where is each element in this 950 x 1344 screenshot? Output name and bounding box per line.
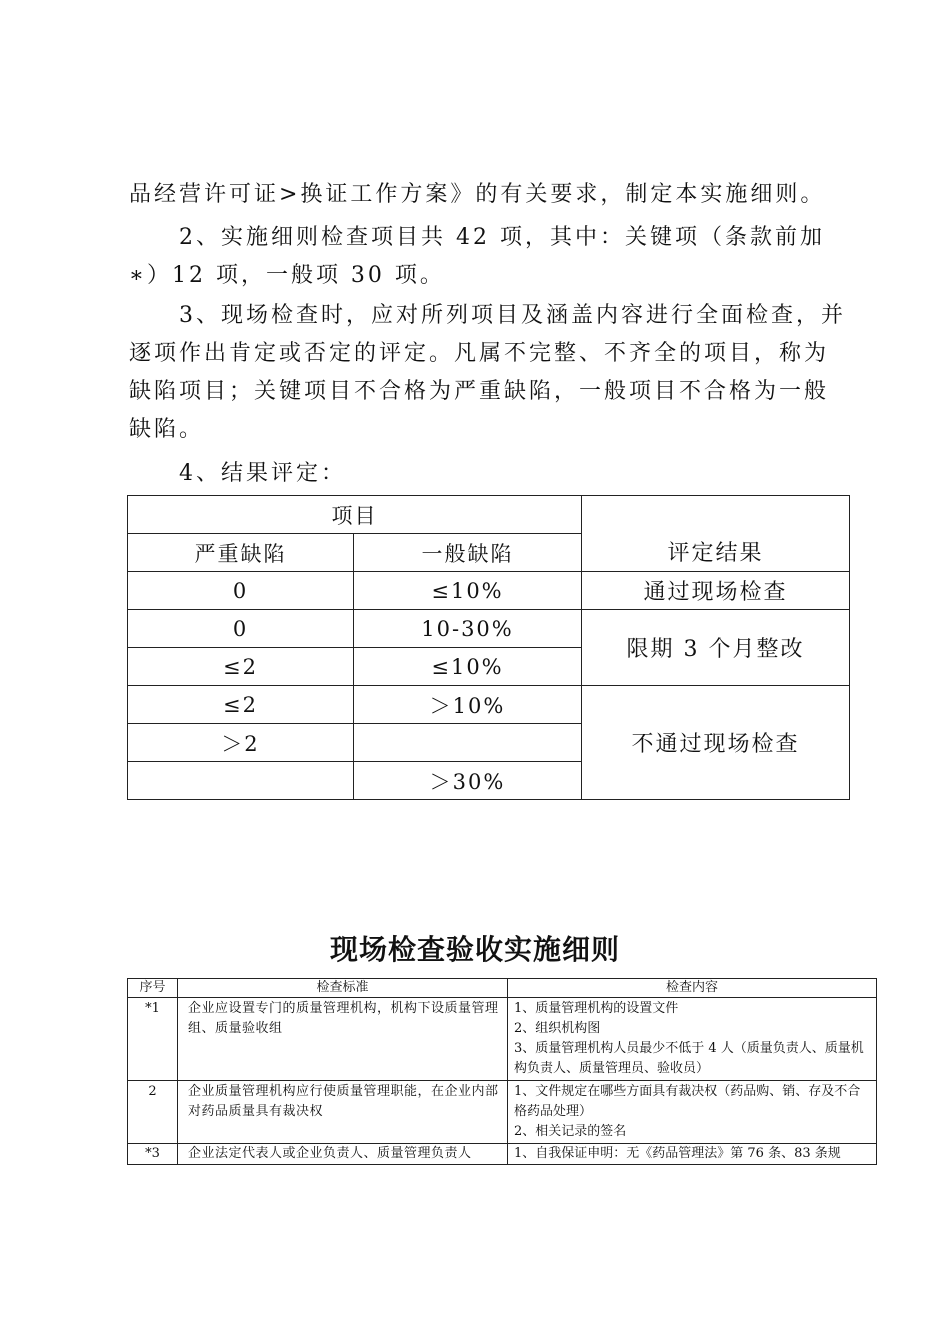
- table-row: [128, 1144, 877, 1165]
- row-content: [508, 1081, 877, 1144]
- content-line: 2、组织机构图: [514, 1021, 601, 1036]
- table-row: [128, 1081, 877, 1144]
- row-number: 2: [128, 1081, 178, 1144]
- header-item: 项目: [128, 496, 582, 534]
- table-header-row: [128, 979, 877, 998]
- table-row: [128, 998, 877, 1081]
- content-line: 2、相关记录的签名: [514, 1124, 627, 1139]
- general-cell: ≤10%: [354, 648, 582, 686]
- paragraph-2: 2、实施细则检查项目共 42 项，其中：关键项（条款前加∗）12 项，一般项 30 项。: [129, 225, 825, 288]
- row-standard: 企业应设置专门的质量管理机构，机构下设质量管理组、质量验收组: [178, 998, 508, 1081]
- content-line: 3、质量管理机构人员最少不低于 4 人（质量负责人、质量机构负责人、质量管理员、验收员）: [514, 1041, 864, 1076]
- row-content: [508, 998, 877, 1081]
- content-line: 1、文件规定在哪些方面具有裁决权（药品购、销、存及不合格药品处理）: [514, 1084, 861, 1119]
- result-rectify: 限期 3 个月整改: [582, 610, 850, 686]
- content-line: 1、自我保证申明：无《药品管理法》第 76 条、83 条规: [514, 1146, 841, 1161]
- inspection-detail-table: [127, 978, 877, 1165]
- serious-cell: 0: [128, 572, 354, 610]
- row-standard: 企业质量管理机构应行使质量管理职能，在企业内部对药品质量具有裁决权: [178, 1081, 508, 1144]
- serious-cell: [128, 762, 354, 800]
- serious-cell: ≤2: [128, 686, 354, 724]
- serious-cell: 0: [128, 610, 354, 648]
- paragraph-3: 3、现场检查时，应对所列项目及涵盖内容进行全面检查，并逐项作出肯定或否定的评定。凡属不完整、不齐全的项目，称为缺陷项目；关键项目不合格为严重缺陷，一般项目不合格为一般缺陷。: [129, 303, 846, 442]
- header-general-defect: 一般缺陷: [354, 534, 582, 572]
- result-fail: 不通过现场检查: [582, 686, 850, 800]
- general-cell: ≤10%: [354, 572, 582, 610]
- section-title: 现场检查验收实施细则: [329, 933, 620, 966]
- row-number: *3: [128, 1144, 178, 1165]
- paragraph-1: 品经营许可证>换证工作方案》的有关要求，制定本实施细则。: [129, 182, 826, 207]
- result-pass: 通过现场检查: [582, 572, 850, 610]
- general-cell: ＞10%: [354, 686, 582, 724]
- header-result: 评定结果: [582, 496, 850, 572]
- row-standard: 企业法定代表人或企业负责人、质量管理负责人: [178, 1144, 508, 1165]
- result-evaluation-table: [127, 495, 850, 800]
- row-number: *1: [128, 998, 178, 1081]
- header-serious-defect: 严重缺陷: [128, 534, 354, 572]
- row-content: [508, 1144, 877, 1165]
- serious-cell: ＞2: [128, 724, 354, 762]
- paragraph-4: 4、结果评定：: [179, 461, 346, 486]
- general-cell: [354, 724, 582, 762]
- serious-cell: ≤2: [128, 648, 354, 686]
- header-number: 序号: [128, 979, 178, 998]
- header-content: 检查内容: [508, 979, 877, 998]
- general-cell: 10-30%: [354, 610, 582, 648]
- header-standard: 检查标准: [178, 979, 508, 998]
- content-line: 1、质量管理机构的设置文件: [514, 1001, 679, 1016]
- general-cell: ＞30%: [354, 762, 582, 800]
